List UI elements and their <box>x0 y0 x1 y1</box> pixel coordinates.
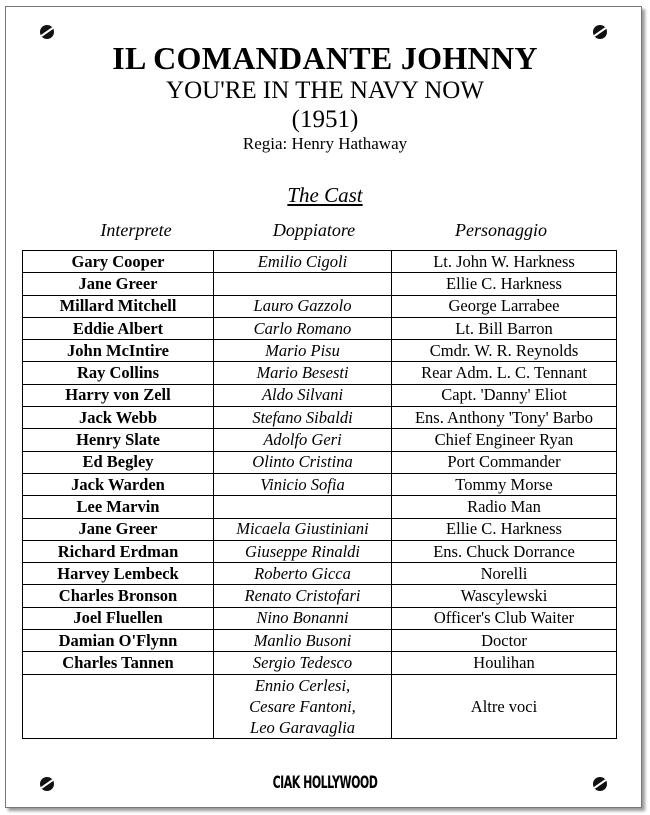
dubber-cell: Giuseppe Rinaldi <box>214 540 392 562</box>
actor-cell: Harry von Zell <box>23 384 214 406</box>
actor-cell: Eddie Albert <box>23 317 214 339</box>
table-row <box>23 317 617 339</box>
dubber-cell: Olinto Cristina <box>214 451 392 473</box>
dubber-cell: Aldo Silvani <box>214 384 392 406</box>
character-cell: Ellie C. Harkness <box>392 273 617 295</box>
dubber-cell: Roberto Gicca <box>214 563 392 585</box>
dubber-name: Cesare Fantoni, <box>249 696 356 716</box>
dubber-cell <box>214 674 392 738</box>
actor-cell: Richard Erdman <box>23 540 214 562</box>
dubber-cell: Stefano Sibaldi <box>214 407 392 429</box>
dubber-cell: Mario Besesti <box>214 362 392 384</box>
actor-cell <box>23 674 214 738</box>
table-row <box>23 652 617 674</box>
table-row <box>23 407 617 429</box>
table-row <box>23 429 617 451</box>
cast-heading: The Cast <box>287 183 363 207</box>
table-row <box>23 451 617 473</box>
actor-cell: John McIntire <box>23 340 214 362</box>
actor-cell: Jane Greer <box>23 273 214 295</box>
character-cell: Ellie C. Harkness <box>392 518 617 540</box>
actor-cell: Lee Marvin <box>23 496 214 518</box>
actor-cell: Joel Fluellen <box>23 607 214 629</box>
dubber-cell: Emilio Cigoli <box>214 251 392 273</box>
character-cell: Chief Engineer Ryan <box>392 429 617 451</box>
actor-cell: Harvey Lembeck <box>23 563 214 585</box>
character-cell: Norelli <box>392 563 617 585</box>
dubber-cell: Carlo Romano <box>214 317 392 339</box>
table-row <box>23 295 617 317</box>
dubber-cell <box>214 273 392 295</box>
table-row <box>23 674 617 738</box>
dubber-name: Leo Garavaglia <box>250 717 355 737</box>
actor-cell: Gary Cooper <box>23 251 214 273</box>
dubber-cell: Lauro Gazzolo <box>214 295 392 317</box>
table-row <box>23 496 617 518</box>
character-cell: Officer's Club Waiter <box>392 607 617 629</box>
table-row <box>23 585 617 607</box>
actor-cell: Millard Mitchell <box>23 295 214 317</box>
table-row <box>23 518 617 540</box>
screw-icon <box>40 25 54 39</box>
actor-cell: Jack Warden <box>23 473 214 495</box>
character-cell: Tommy Morse <box>392 473 617 495</box>
character-cell: Rear Adm. L. C. Tennant <box>392 362 617 384</box>
character-cell: Altre voci <box>392 674 617 738</box>
character-cell: Ens. Anthony 'Tony' Barbo <box>392 407 617 429</box>
original-title: YOU'RE IN THE NAVY NOW <box>166 77 484 104</box>
actor-cell: Ray Collins <box>23 362 214 384</box>
actor-cell: Henry Slate <box>23 429 214 451</box>
actor-cell: Charles Bronson <box>23 585 214 607</box>
character-cell: Houlihan <box>392 652 617 674</box>
table-row <box>23 473 617 495</box>
table-row <box>23 607 617 629</box>
character-cell: Doctor <box>392 630 617 652</box>
character-cell: Lt. Bill Barron <box>392 317 617 339</box>
actor-cell: Jack Webb <box>23 407 214 429</box>
table-row <box>23 384 617 406</box>
release-year: (1951) <box>291 106 359 133</box>
dubber-cell: Sergio Tedesco <box>214 652 392 674</box>
actor-cell: Charles Tannen <box>23 652 214 674</box>
character-cell: Port Commander <box>392 451 617 473</box>
dubber-cell: Nino Bonanni <box>214 607 392 629</box>
table-row <box>23 251 617 273</box>
character-cell: Capt. 'Danny' Eliot <box>392 384 617 406</box>
dubber-cell: Mario Pisu <box>214 340 392 362</box>
dubber-cell <box>214 496 392 518</box>
actor-cell: Jane Greer <box>23 518 214 540</box>
actor-cell: Ed Begley <box>23 451 214 473</box>
character-cell: Lt. John W. Harkness <box>392 251 617 273</box>
director-credit: Regia: Henry Hathaway <box>242 134 408 153</box>
character-cell: Radio Man <box>392 496 617 518</box>
column-header-character: Personaggio <box>455 220 547 240</box>
table-row <box>23 340 617 362</box>
character-cell: Ens. Chuck Dorrance <box>392 540 617 562</box>
table-row <box>23 362 617 384</box>
table-row <box>23 540 617 562</box>
table-row <box>23 630 617 652</box>
movie-title: IL COMANDANTE JOHNNY <box>112 40 538 76</box>
character-cell: Cmdr. W. R. Reynolds <box>392 340 617 362</box>
character-cell: George Larrabee <box>392 295 617 317</box>
column-header-dubber: Doppiatore <box>272 220 356 240</box>
table-row <box>23 563 617 585</box>
dubber-cell: Manlio Busoni <box>214 630 392 652</box>
dubber-name: Ennio Cerlesi, <box>254 675 351 695</box>
screw-icon <box>593 25 607 39</box>
table-row <box>23 273 617 295</box>
dubber-cell: Renato Cristofari <box>214 585 392 607</box>
dubber-cell: Vinicio Sofia <box>214 473 392 495</box>
dubber-cell: Micaela Giustiniani <box>214 518 392 540</box>
cast-table <box>22 250 617 739</box>
actor-cell: Damian O'Flynn <box>23 630 214 652</box>
column-header-actor: Interprete <box>100 220 172 240</box>
dubber-cell: Adolfo Geri <box>214 429 392 451</box>
ciak-hollywood-logo: CIAK HOLLYWOOD <box>272 772 378 793</box>
character-cell: Wascylewski <box>392 585 617 607</box>
